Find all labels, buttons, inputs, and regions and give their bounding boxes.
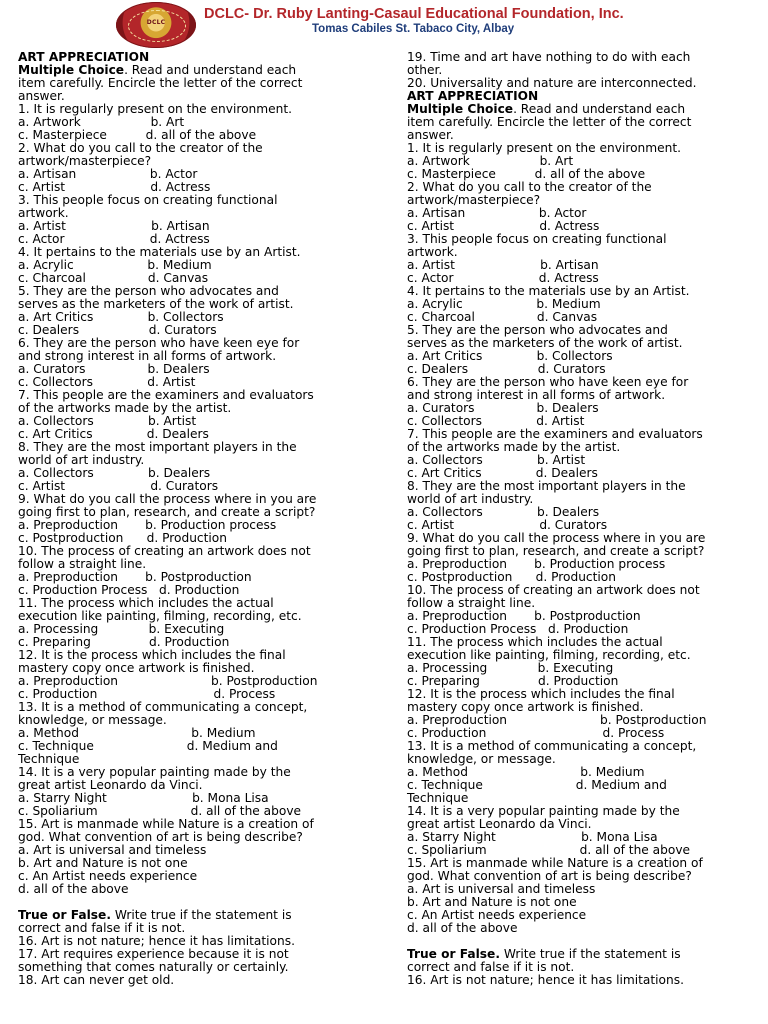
text-line [18, 77, 366, 90]
line-text: c. Artist d. Curators [407, 518, 608, 532]
line-text: correct and false if it is not. [407, 960, 575, 974]
line-text: c. Technique d. Medium and [18, 739, 278, 753]
line-text: great artist Leonardo da Vinci. [18, 778, 203, 792]
line-text: . Read and understand each [513, 102, 686, 116]
line-text: c. Production d. Process [18, 687, 276, 701]
bold-heading: ART APPRECIATION [18, 50, 150, 64]
bold-heading: ART APPRECIATION [407, 89, 539, 103]
line-text: world of art industry. [407, 492, 534, 506]
line-text: a. Artisan b. Actor [18, 167, 198, 181]
line-text: 4. It pertains to the materials use by an Artist. [407, 284, 690, 298]
line-text: c. Technique d. Medium and [407, 778, 667, 792]
line-text: c. Postproduction d. Production [407, 570, 616, 584]
line-text: execution like painting, filming, recording, etc. [18, 609, 302, 623]
line-text: other. [407, 63, 443, 77]
line-text: c. Preparing d. Production [18, 635, 230, 649]
line-text: 11. The process which includes the actual [18, 596, 274, 610]
line-text: item carefully. Encircle the letter of the correct [407, 115, 692, 129]
line-text: b. Art and Nature is not one [18, 856, 188, 870]
line-text: c. Masterpiece d. all of the above [18, 128, 257, 142]
text-line [18, 883, 366, 896]
line-text: a. Starry Night b. Mona Lisa [407, 830, 658, 844]
line-text: 6. They are the person who have keen eye for [407, 375, 689, 389]
line-text: a. Method b. Medium [18, 726, 256, 740]
line-text: c. Art Critics d. Dealers [18, 427, 209, 441]
line-text: serves as the marketers of the work of artist. [18, 297, 294, 311]
line-text: c. Charcoal d. Canvas [18, 271, 209, 285]
line-text: a. Preproduction b. Production process [407, 557, 666, 571]
line-text: 7. This people are the examiners and evaluators [18, 388, 314, 402]
line-text: c. Dealers d. Curators [18, 323, 217, 337]
logo-ring [128, 10, 186, 42]
line-text: follow a straight line. [18, 557, 147, 571]
line-text: 14. It is a very popular painting made by the [407, 804, 680, 818]
line-text: something that comes naturally or certainly. [18, 960, 289, 974]
text-line [407, 974, 752, 987]
line-text: c. An Artist needs experience [407, 908, 587, 922]
line-text: answer. [407, 128, 454, 142]
line-text: execution like painting, filming, recording, etc. [407, 648, 691, 662]
line-text: a. Collectors b. Dealers [18, 466, 211, 480]
left-column [18, 51, 366, 987]
line-text: god. What convention of art is being describe? [407, 869, 692, 883]
school-name: DCLC- Dr. Ruby Lanting-Casaul Educational Foundation, Inc. [204, 6, 624, 22]
line-text: 10. The process of creating an artwork does not [18, 544, 311, 558]
line-text: serves as the marketers of the work of artist. [407, 336, 683, 350]
line-text: 5. They are the person who advocates and [18, 284, 279, 298]
bold-heading: True or False. [407, 947, 500, 961]
line-text: c. Production d. Process [407, 726, 665, 740]
text-line [407, 116, 752, 129]
line-text: mastery copy once artwork is finished. [407, 700, 644, 714]
line-text: Technique [407, 791, 469, 805]
line-text: c. Spoliarium d. all of the above [407, 843, 691, 857]
line-text: follow a straight line. [407, 596, 536, 610]
line-text: a. Collectors b. Artist [18, 414, 197, 428]
line-text: c. Art Critics d. Dealers [407, 466, 598, 480]
line-text: 15. Art is manmade while Nature is a creation of [18, 817, 314, 831]
line-text: c. Production Process d. Production [407, 622, 629, 636]
line-text: a. Art Critics b. Collectors [407, 349, 613, 363]
line-text: . Read and understand each [124, 63, 297, 77]
text-line [407, 51, 752, 64]
line-text: 8. They are the most important players in the [407, 479, 686, 493]
line-text: 17. Art requires experience because it is not [18, 947, 289, 961]
line-text: 2. What do you call to the creator of the [407, 180, 652, 194]
line-text: god. What convention of art is being describe? [18, 830, 303, 844]
line-text: a. Artist b. Artisan [18, 219, 210, 233]
line-text: c. Masterpiece d. all of the above [407, 167, 646, 181]
line-text: c. Actor d. Actress [407, 271, 599, 285]
line-text: 4. It pertains to the materials use by an Artist. [18, 245, 301, 259]
line-text: a. Preproduction b. Production process [18, 518, 277, 532]
line-text: a. Artisan b. Actor [407, 206, 587, 220]
line-text: 14. It is a very popular painting made by the [18, 765, 291, 779]
line-text: c. Production Process d. Production [18, 583, 240, 597]
line-text: c. Actor d. Actress [18, 232, 210, 246]
line-text: 11. The process which includes the actual [407, 635, 663, 649]
line-text: c. Charcoal d. Canvas [407, 310, 598, 324]
line-text: great artist Leonardo da Vinci. [407, 817, 592, 831]
line-text: Write true if the statement is [110, 908, 292, 922]
line-text: a. Processing b. Executing [407, 661, 614, 675]
bold-heading: True or False. [18, 908, 111, 922]
line-text: a. Acrylic b. Medium [407, 297, 601, 311]
line-text: a. Collectors b. Artist [407, 453, 586, 467]
line-text: knowledge, or message. [407, 752, 556, 766]
line-text: 6. They are the person who have keen eye for [18, 336, 300, 350]
line-text: of the artworks made by the artist. [407, 440, 621, 454]
line-text: a. Processing b. Executing [18, 622, 225, 636]
line-text: 16. Art is not nature; hence it has limitations. [18, 934, 295, 948]
bold-heading: Multiple Choice [18, 63, 125, 77]
line-text: c. Collectors d. Artist [18, 375, 196, 389]
line-text: 12. It is the process which includes the final [18, 648, 286, 662]
line-text: a. Method b. Medium [407, 765, 645, 779]
line-text: c. Postproduction d. Production [18, 531, 227, 545]
line-text: 7. This people are the examiners and evaluators [407, 427, 703, 441]
line-text: c. Spoliarium d. all of the above [18, 804, 302, 818]
line-text: a. Curators b. Dealers [407, 401, 599, 415]
line-text: a. Preproduction b. Postproduction [18, 674, 318, 688]
line-text: c. Dealers d. Curators [407, 362, 606, 376]
line-text: 16. Art is not nature; hence it has limitations. [407, 973, 684, 987]
line-text: 18. Art can never get old. [18, 973, 175, 987]
line-text: going first to plan, research, and create a script? [18, 505, 316, 519]
line-text: mastery copy once artwork is finished. [18, 661, 255, 675]
line-text: artwork/masterpiece? [407, 193, 541, 207]
text-line [407, 233, 752, 246]
line-text: 13. It is a method of communicating a concept, [407, 739, 697, 753]
line-text: a. Art Critics b. Collectors [18, 310, 224, 324]
line-text: a. Preproduction b. Postproduction [18, 570, 252, 584]
line-text: Write true if the statement is [499, 947, 681, 961]
line-text: a. Collectors b. Dealers [407, 505, 600, 519]
line-text: a. Acrylic b. Medium [18, 258, 212, 272]
line-text: answer. [18, 89, 65, 103]
line-text: c. An Artist needs experience [18, 869, 198, 883]
line-text: 9. What do you call the process where in you are [407, 531, 706, 545]
right-column [407, 51, 752, 987]
line-text: going first to plan, research, and create a script? [407, 544, 705, 558]
text-line [407, 922, 752, 935]
line-text: correct and false if it is not. [18, 921, 186, 935]
line-text: 3. This people focus on creating functional [407, 232, 667, 246]
line-text: 8. They are the most important players in the [18, 440, 297, 454]
line-text: c. Artist d. Curators [18, 479, 219, 493]
school-logo [116, 2, 196, 48]
line-text: a. Art is universal and timeless [407, 882, 596, 896]
line-text: a. Artist b. Artisan [407, 258, 599, 272]
line-text: world of art industry. [18, 453, 145, 467]
line-text: 5. They are the person who advocates and [407, 323, 668, 337]
school-address: Tomas Cabiles St. Tabaco City, Albay [312, 23, 515, 35]
line-text: artwork/masterpiece? [18, 154, 152, 168]
logo-text: DCLC [146, 19, 166, 26]
line-text: 3. This people focus on creating functional [18, 193, 278, 207]
bold-heading: Multiple Choice [407, 102, 514, 116]
line-text: artwork. [407, 245, 458, 259]
page-header [0, 0, 768, 52]
line-text: a. Curators b. Dealers [18, 362, 210, 376]
line-text: 20. Universality and nature are interconnected. [407, 76, 697, 90]
text-line [18, 974, 366, 987]
line-text: a. Preproduction b. Postproduction [407, 713, 707, 727]
line-text: of the artworks made by the artist. [18, 401, 232, 415]
line-text: 12. It is the process which includes the final [407, 687, 675, 701]
line-text: item carefully. Encircle the letter of the correct [18, 76, 303, 90]
line-text: a. Artwork b. Art [407, 154, 574, 168]
line-text: knowledge, or message. [18, 713, 167, 727]
text-line [18, 194, 366, 207]
line-text: 1. It is regularly present on the environment. [407, 141, 682, 155]
line-text: c. Preparing d. Production [407, 674, 619, 688]
line-text: c. Artist d. Actress [18, 180, 211, 194]
line-text: d. all of the above [18, 882, 129, 896]
line-text: a. Art is universal and timeless [18, 843, 207, 857]
line-text: d. all of the above [407, 921, 518, 935]
line-text: c. Collectors d. Artist [407, 414, 585, 428]
line-text: a. Preproduction b. Postproduction [407, 609, 641, 623]
line-text: b. Art and Nature is not one [407, 895, 577, 909]
line-text: a. Artwork b. Art [18, 115, 185, 129]
line-text: and strong interest in all forms of artwork. [407, 388, 666, 402]
line-text: artwork. [18, 206, 69, 220]
line-text: Technique [18, 752, 80, 766]
line-text: 15. Art is manmade while Nature is a creation of [407, 856, 703, 870]
line-text: and strong interest in all forms of artwork. [18, 349, 277, 363]
line-text: 9. What do you call the process where in you are [18, 492, 317, 506]
line-text: 10. The process of creating an artwork does not [407, 583, 700, 597]
line-text: 1. It is regularly present on the environment. [18, 102, 293, 116]
line-text: a. Starry Night b. Mona Lisa [18, 791, 269, 805]
line-text: 13. It is a method of communicating a concept, [18, 700, 308, 714]
line-text: c. Artist d. Actress [407, 219, 600, 233]
line-text: 2. What do you call to the creator of the [18, 141, 263, 155]
line-text: 19. Time and art have nothing to do with each [407, 50, 691, 64]
